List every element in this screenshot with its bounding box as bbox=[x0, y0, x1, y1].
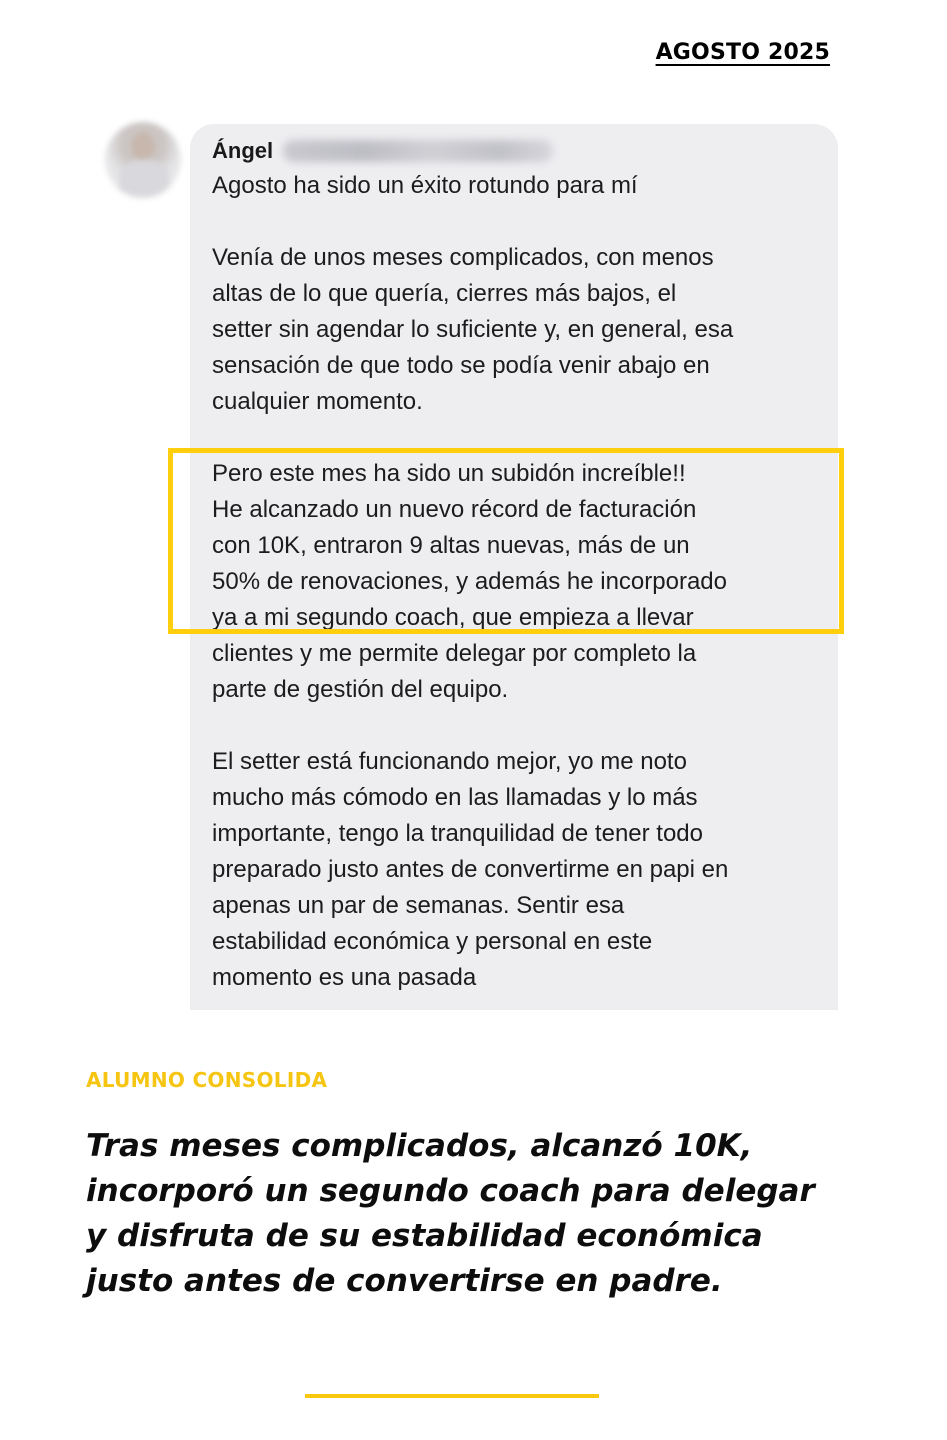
section-label: ALUMNO CONSOLIDA bbox=[86, 1068, 328, 1092]
message-paragraph-2: Venía de unos meses complicados, con menos altas de lo que quería, cierres más bajos, el setter sin agendar lo suficiente y, en general, esa sensación de que todo se podía venir abajo en cualquier momento. bbox=[212, 244, 734, 415]
avatar-head-shape bbox=[131, 132, 155, 160]
highlight-box bbox=[168, 448, 844, 634]
summary-text: Tras meses complicados, alcanzó 10K, incorporó un segundo coach para delegar y disfruta de su estabilidad económica justo antes de convertirse en padre. bbox=[86, 1128, 815, 1299]
blurred-surname bbox=[283, 140, 553, 162]
message-paragraph-1: Agosto ha sido un éxito rotundo para mí bbox=[212, 172, 638, 199]
date-header: AGOSTO 2025 bbox=[655, 40, 830, 65]
message-paragraph-3: Pero este mes ha sido un subidón increíble!! He alcanzado un nuevo récord de facturación con 10K, entraron 9 altas nuevas, más de un 50% de renovaciones, y además he incorporado ya a mi segundo coach, que empieza a llevar clientes y me permite delegar por completo la parte de gestión del equipo. bbox=[212, 460, 727, 703]
sender-first-name: Ángel bbox=[212, 138, 274, 163]
message-paragraph-4: El setter está funcionando mejor, yo me noto mucho más cómodo en las llamadas y lo más importante, tengo la tranquilidad de tener todo preparado justo antes de convertirme en papi en apenas un par de semanas. Sentir esa estabilidad económica y personal en este momento es una pasada bbox=[212, 748, 729, 991]
sender-name bbox=[212, 138, 553, 164]
avatar bbox=[105, 122, 181, 198]
avatar-body-shape bbox=[119, 160, 169, 198]
accent-divider bbox=[305, 1394, 599, 1398]
